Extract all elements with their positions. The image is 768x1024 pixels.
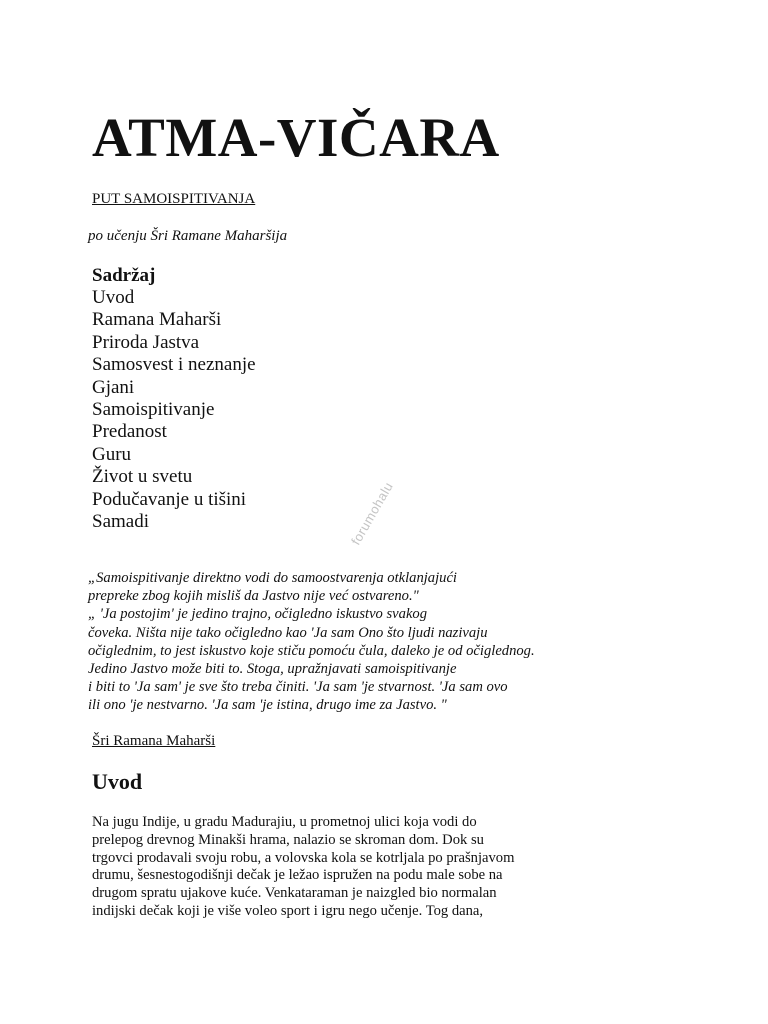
section-heading-uvod: Uvod [92, 769, 143, 794]
body-line: indijski dečak koji je više voleo sport i igru nego učenje. Tog dana, [92, 902, 484, 919]
quote-line: Jedino Jastvo može biti to. Stoga, upražnjavati samoispitivanje [88, 661, 457, 678]
body-line: Na jugu Indije, u gradu Madurajiu, u prometnoj ulici koja vodi do [92, 814, 477, 830]
toc-item-samoispitivanje: Samoispitivanje [92, 399, 215, 421]
quote-line: očiglednim, to jest iskustvo koje stiču pomoću čula, daleko je od očiglednog. [88, 642, 535, 659]
table-of-contents [92, 265, 256, 533]
quote-block [88, 569, 648, 715]
toc-item-predanost: Predanost [92, 421, 167, 443]
document-title: ATMA-VIČARA [92, 107, 500, 168]
toc-item-gjani: Gjani [92, 376, 135, 398]
section-body [92, 814, 652, 921]
toc-item-samadi: Samadi [92, 511, 149, 533]
body-line: prelepog drevnog Minakši hrama, nalazio se skroman dom. Dok su [92, 831, 484, 848]
body-line: drumu, šesnestogodišnji dečak je ležao ispružen na podu male sobe na [92, 867, 503, 884]
quote-line: i biti to 'Ja sam' je sve što treba činiti. 'Ja sam 'je stvarnost. 'Ja sam ovo [88, 679, 508, 696]
watermark-text: forumohalu [348, 479, 397, 548]
quote-attribution: Šri Ramana Maharši [92, 733, 216, 749]
quote-line: prepreke zbog kojih misliš da Jastvo nije već ostvareno." [88, 588, 419, 605]
toc-list [92, 287, 256, 533]
document-subtitle: PUT SAMOISPITIVANJA [92, 191, 256, 207]
toc-heading: Sadržaj [92, 265, 156, 286]
toc-item-ramana-maharsi: Ramana Maharši [92, 309, 222, 331]
toc-item-samosvest: Samosvest i neznanje [92, 354, 256, 376]
toc-item-zivot-u-svetu: Život u svetu [92, 466, 193, 488]
quote-line: ili ono 'je nestvarno. 'Ja sam 'je istina, drugo ime za Jastvo. " [88, 697, 447, 714]
toc-item-guru: Guru [92, 443, 132, 465]
toc-item-uvod: Uvod [92, 287, 135, 308]
body-line: drugom spratu ujakove kuće. Venkataraman je naizgled bio normalan [92, 885, 497, 902]
body-line: trgovci prodavali svoju robu, a volovska kola se kotrljala po prašnjavom [92, 849, 515, 866]
quote-line: „Samoispitivanje direktno vodi do samoostvarenja otklanjajući [88, 570, 457, 586]
quote-line: čoveka. Ništa nije tako očigledno kao 'Ja sam Ono što ljudi nazivaju [88, 624, 488, 641]
toc-item-podучavanje: Podučavanje u tišini [92, 488, 247, 510]
document-byline: po učenju Šri Ramane Maharšija [88, 228, 288, 244]
toc-item-priroda-jastva: Priroda Jastva [92, 331, 200, 353]
quote-line: „ 'Ja postojim' je jedino trajno, očigledno iskustvo svakog [88, 606, 428, 623]
